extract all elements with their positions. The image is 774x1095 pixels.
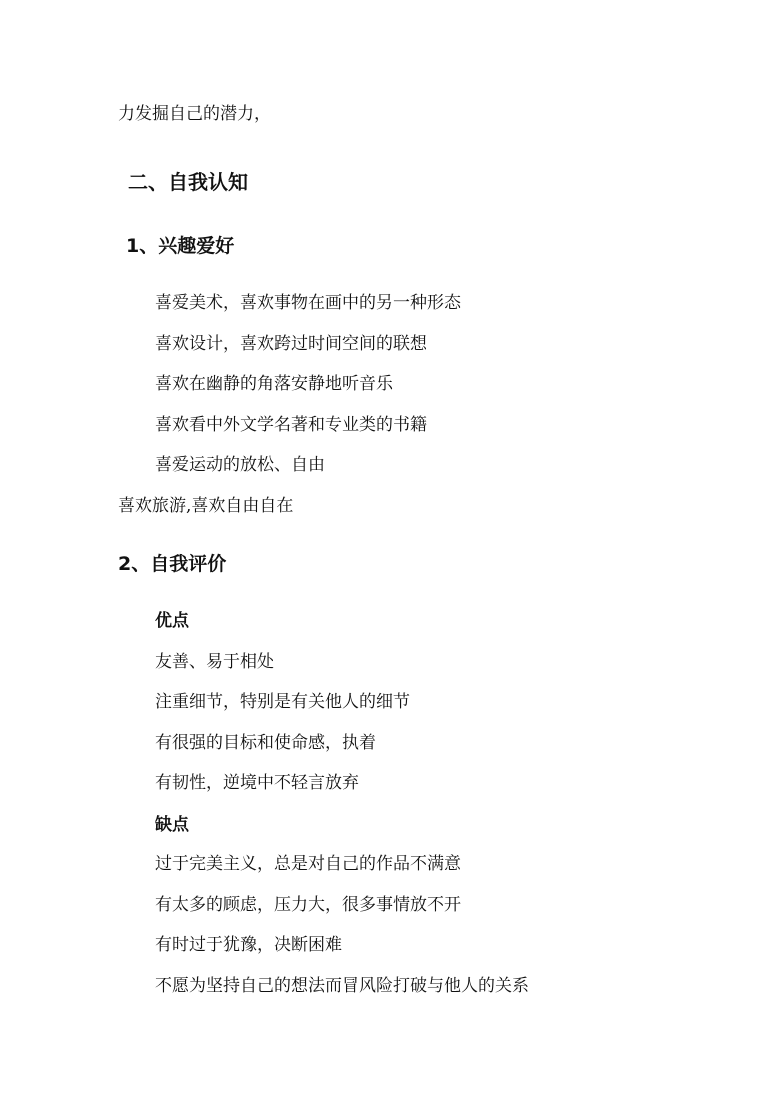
interest-item: 喜欢设计，喜欢跨过时间空间的联想 [155,334,427,354]
strength-item: 友善、易于相处 [155,652,274,672]
section-title: 二、自我认知 [128,170,248,194]
strength-item: 有韧性，逆境中不轻言放弃 [155,773,359,793]
interest-extra: 喜欢旅游,喜欢自由自在 [118,496,294,516]
weakness-item: 过于完美主义，总是对自己的作品不满意 [155,854,461,874]
self-evaluation-heading: 2、自我评价 [118,553,227,575]
weaknesses-label: 缺点 [155,815,189,835]
intro-continuation-text: 力发掘自己的潜力， [118,104,271,124]
interest-item: 喜欢在幽静的角落安静地听音乐 [155,374,393,394]
weakness-item: 不愿为坚持自己的想法而冒风险打破与他人的关系 [155,976,529,996]
weakness-item: 有时过于犹豫，决断困难 [155,935,342,955]
strength-item: 注重细节，特别是有关他人的细节 [155,692,410,712]
interest-item: 喜爱美术，喜欢事物在画中的另一种形态 [155,293,461,313]
interest-item: 喜爱运动的放松、自由 [155,455,325,475]
interest-item: 喜欢看中外文学名著和专业类的书籍 [155,415,427,435]
strength-item: 有很强的目标和使命感，执着 [155,733,376,753]
strengths-label: 优点 [155,611,189,631]
interests-heading: 1、兴趣爱好 [126,235,235,257]
weakness-item: 有太多的顾虑，压力大，很多事情放不开 [155,895,461,915]
